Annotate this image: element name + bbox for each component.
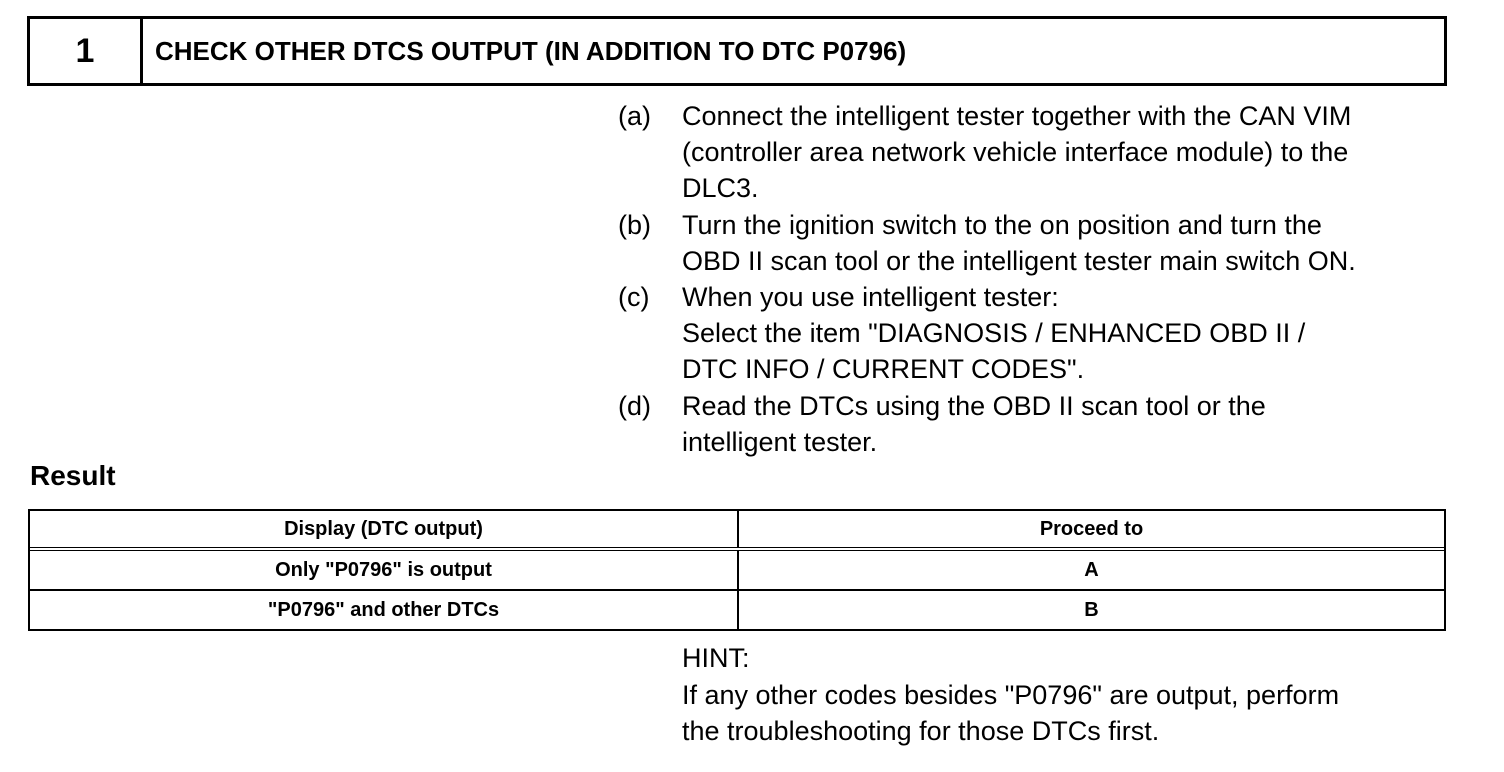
table-row xyxy=(30,551,1444,589)
instruction-marker: (b) xyxy=(618,209,651,240)
instruction-line: DLC3. xyxy=(682,173,759,204)
table-cell-proceed: B xyxy=(1084,598,1099,621)
instruction-line: When you use intelligent tester: xyxy=(682,282,1059,313)
step-number: 1 xyxy=(30,19,143,83)
column-header-display: Display (DTC output) xyxy=(30,511,739,547)
table-cell-display: "P0796" and other DTCs xyxy=(30,591,739,629)
column-header-proceed: Proceed to xyxy=(1039,517,1144,540)
hint-line: If any other codes besides "P0796" are output, perform xyxy=(682,679,1340,710)
instruction-text xyxy=(682,207,1478,279)
instruction-line: (controller area network vehicle interface module) to the xyxy=(682,137,1349,168)
instruction-text xyxy=(682,388,1478,460)
table-cell-display: Only "P0796" is output xyxy=(30,551,739,589)
result-table xyxy=(28,509,1446,631)
step-title: CHECK OTHER DTCS OUTPUT (IN ADDITION TO DTC P0796) xyxy=(155,35,907,66)
hint-label: HINT: xyxy=(682,643,750,673)
instruction-text xyxy=(682,98,1478,207)
instruction-line: Read the DTCs using the OBD II scan tool or the xyxy=(682,390,1266,421)
instruction-line: Select the item "DIAGNOSIS / ENHANCED OBD II / xyxy=(682,318,1306,349)
instruction-item-a xyxy=(618,98,1478,207)
hint-line: the troubleshooting for those DTCs first. xyxy=(682,716,1160,746)
table-cell-proceed: A xyxy=(1084,558,1099,581)
result-heading: Result xyxy=(30,460,116,491)
instruction-line: intelligent tester. xyxy=(682,426,878,457)
instruction-line: Turn the ignition switch to the on position and turn the xyxy=(682,209,1322,240)
instruction-line: DTC INFO / CURRENT CODES". xyxy=(682,354,1085,385)
instruction-item-b xyxy=(618,207,1478,279)
instruction-marker: (c) xyxy=(618,282,650,313)
instruction-marker: (d) xyxy=(618,390,651,421)
table-header-row xyxy=(30,511,1444,551)
instruction-item-d xyxy=(618,388,1478,460)
instruction-list xyxy=(618,98,1478,460)
instruction-item-c xyxy=(618,279,1478,388)
table-row xyxy=(30,589,1444,629)
instruction-marker: (a) xyxy=(618,101,651,131)
step-header xyxy=(27,16,1447,86)
hint-block xyxy=(682,640,1339,750)
instruction-line: Connect the intelligent tester together with the CAN VIM xyxy=(682,101,1352,131)
instruction-line: OBD II scan tool or the intelligent tester main switch ON. xyxy=(682,245,1356,276)
instruction-text xyxy=(682,279,1478,388)
